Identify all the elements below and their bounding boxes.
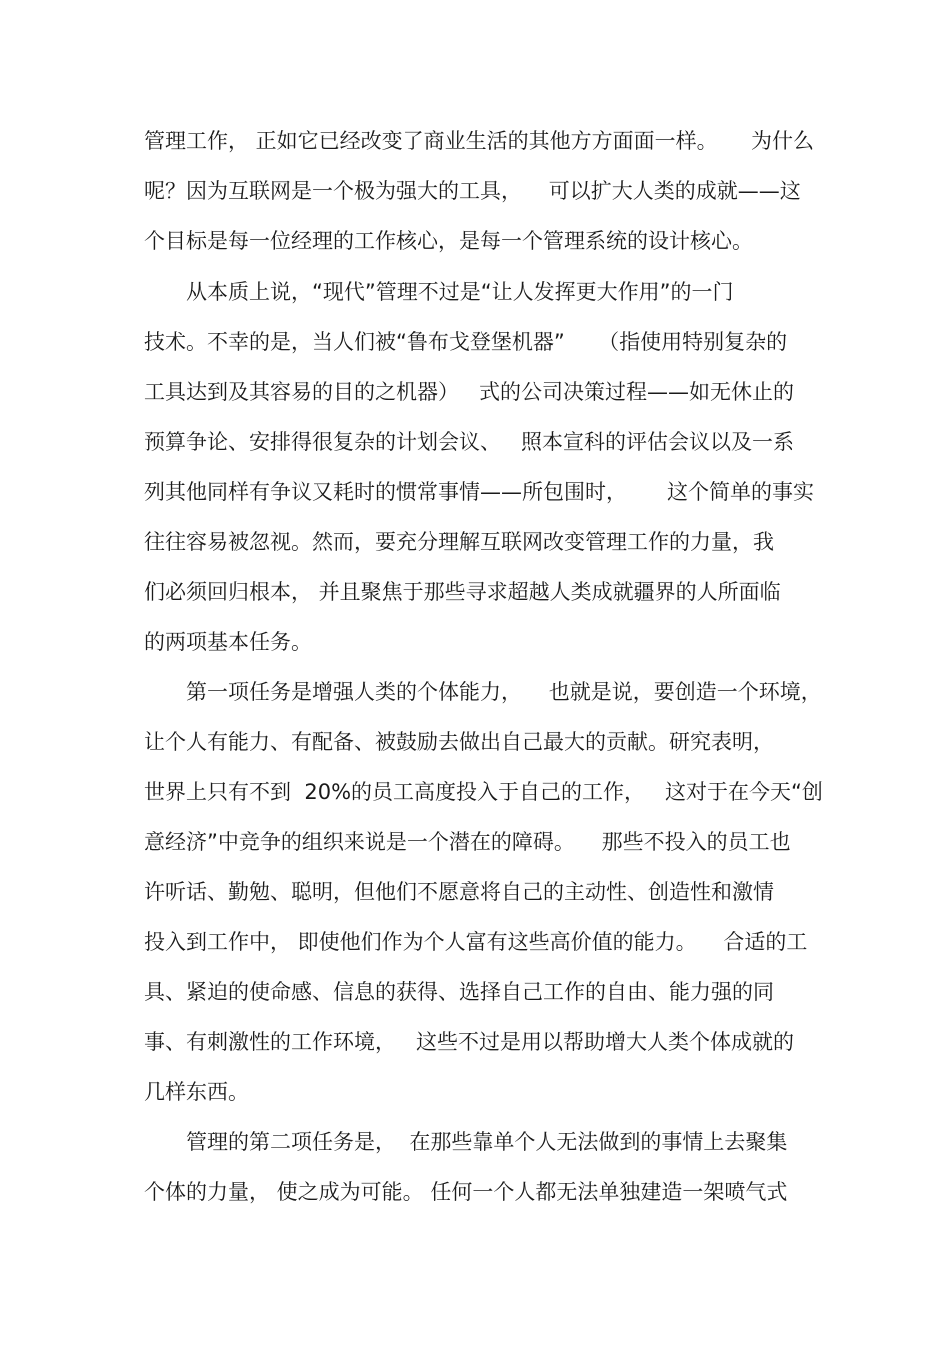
paragraph-line: 世界上只有不到 20%的员工高度投入于自己的工作， 这对于在今天“创 bbox=[144, 780, 823, 804]
paragraph-line: 们必须回归根本， 并且聚焦于那些寻求超越人类成就疆界的人所面临 bbox=[144, 580, 781, 604]
paragraph-line: 的两项基本任务。 bbox=[144, 630, 312, 654]
paragraph-line: 技术。不幸的是，当人们被“鲁布戈登堡机器” （指使用特别复杂的 bbox=[144, 330, 788, 354]
paragraph-line: 呢？因为互联网是一个极为强大的工具， 可以扩大人类的成就——这 bbox=[144, 179, 801, 203]
paragraph-line: 工具达到及其容易的目的之机器） 式的公司决策过程——如无休止的 bbox=[144, 380, 795, 404]
paragraph-line: 个目标是每一位经理的工作核心，是每一个管理系统的设计核心。 bbox=[144, 229, 753, 253]
paragraph-line: 投入到工作中， 即使他们作为个人富有这些高价值的能力。 合适的工 bbox=[144, 930, 808, 954]
paragraph-line: 让个人有能力、有配备、被鼓励去做出自己最大的贡献。研究表明， bbox=[144, 730, 774, 754]
paragraph-line: 许听话、勤勉、聪明，但他们不愿意将自己的主动性、创造性和激情 bbox=[144, 880, 774, 904]
paragraph-line: 意经济”中竞争的组织来说是一个潜在的障碍。 那些不投入的员工也 bbox=[144, 830, 791, 854]
paragraph-line: 几样东西。 bbox=[144, 1080, 249, 1104]
paragraph-line: 预算争论、安排得很复杂的计划会议、 照本宣科的评估会议以及一系 bbox=[144, 430, 795, 454]
paragraph-line: 列其他同样有争议又耗时的惯常事情——所包围时， 这个简单的事实 bbox=[144, 480, 815, 504]
paragraph-line: 从本质上说，“现代”管理不过是“让人发挥更大作用”的一门 bbox=[186, 280, 734, 304]
paragraph-line: 管理的第二项任务是， 在那些靠单个人无法做到的事情上去聚集 bbox=[186, 1130, 788, 1154]
paragraph-line: 具、紧迫的使命感、信息的获得、选择自己工作的自由、能力强的同 bbox=[144, 980, 774, 1004]
paragraph-line: 管理工作， 正如它已经改变了商业生活的其他方方面面一样。 为什么 bbox=[144, 129, 815, 153]
paragraph-line: 第一项任务是增强人类的个体能力， 也就是说，要创造一个环境， bbox=[186, 680, 822, 704]
paragraph-line: 个体的力量， 使之成为可能。 任何一个人都无法单独建造一架喷气式 bbox=[144, 1180, 788, 1204]
paragraph-line: 往往容易被忽视。然而，要充分理解互联网改变管理工作的力量，我 bbox=[144, 530, 774, 554]
paragraph-line: 事、有刺激性的工作环境， 这些不过是用以帮助增大人类个体成就的 bbox=[144, 1030, 795, 1054]
